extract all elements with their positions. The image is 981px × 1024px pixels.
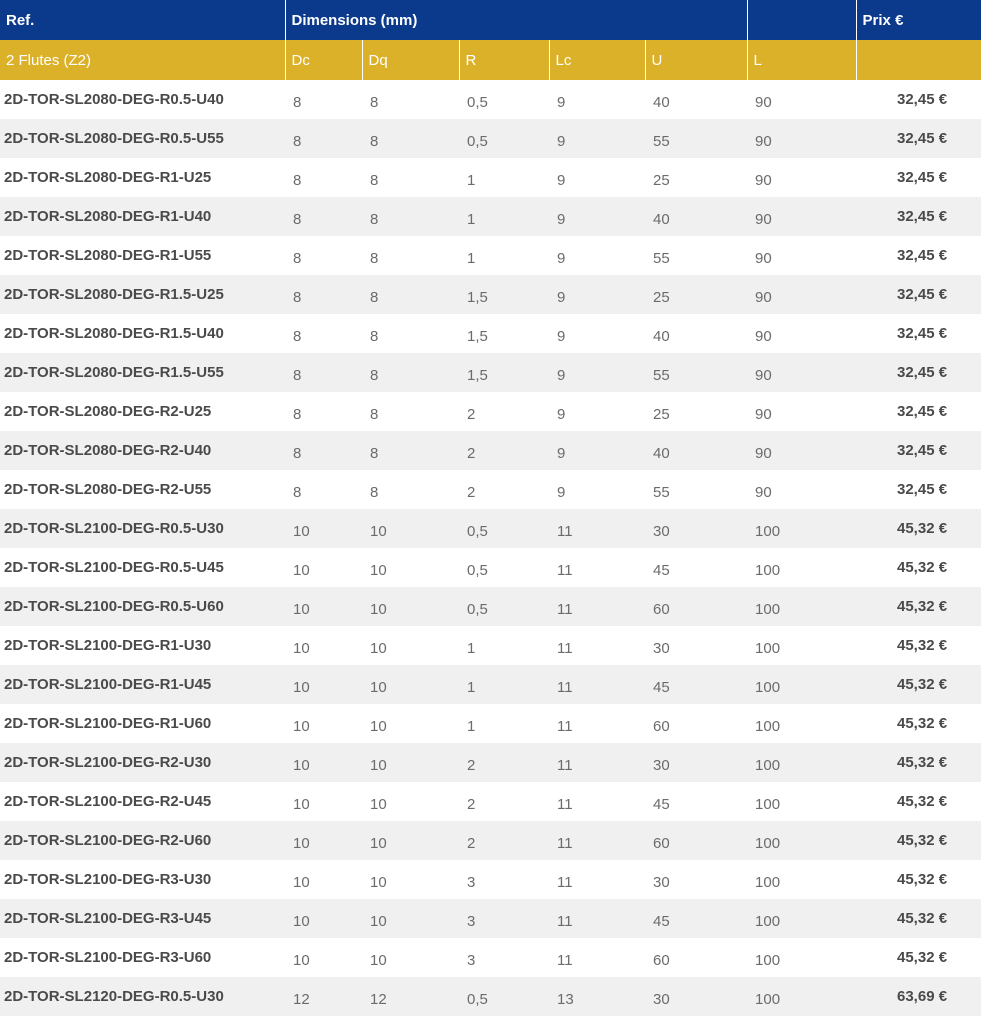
cell-dq: 10	[362, 665, 459, 704]
cell-l: 90	[747, 431, 856, 470]
cell-l: 90	[755, 94, 772, 111]
cell-dq: 10	[370, 718, 387, 735]
cell-l: 100	[747, 665, 856, 704]
cell-lc: 9	[549, 197, 645, 236]
cell-dq: 8	[362, 119, 459, 158]
cell-dc: 8	[285, 431, 362, 470]
cell-dq: 10	[362, 821, 459, 860]
cell-r: 0,5	[459, 977, 549, 1016]
table-row	[0, 626, 981, 665]
cell-u: 40	[653, 94, 670, 111]
subheader-lc: Lc	[549, 40, 645, 80]
subheader-u: U	[645, 40, 747, 80]
cell-u: 55	[653, 250, 670, 267]
cell-dq: 10	[362, 509, 459, 548]
table-row	[0, 119, 981, 158]
cell-lc: 11	[557, 874, 573, 891]
cell-lc: 11	[549, 743, 645, 782]
cell-dq: 8	[370, 172, 379, 189]
cell-u: 25	[645, 275, 747, 314]
cell-prix: 32,45 €	[856, 353, 981, 392]
table-row	[0, 197, 981, 236]
cell-prix: 45,32 €	[897, 793, 948, 810]
cell-ref: 2D-TOR-SL2100-DEG-R3-U30	[4, 871, 212, 888]
cell-prix: 32,45 €	[856, 275, 981, 314]
table-body	[0, 80, 981, 1016]
cell-dq: 10	[370, 796, 387, 813]
table-row	[0, 509, 981, 548]
cell-prix: 45,32 €	[856, 665, 981, 704]
cell-l: 90	[747, 275, 856, 314]
cell-ref: 2D-TOR-SL2080-DEG-R1-U55	[4, 247, 212, 264]
header-dimensions: Dimensions (mm)	[285, 0, 747, 40]
subheader-r: R	[459, 40, 549, 80]
cell-lc: 11	[549, 587, 645, 626]
table-row	[0, 704, 981, 743]
cell-prix: 32,45 €	[856, 119, 981, 158]
cell-u: 30	[653, 874, 670, 891]
cell-dq: 8	[362, 431, 459, 470]
cell-l: 100	[755, 718, 781, 735]
cell-prix: 32,45 €	[897, 481, 948, 498]
subheader-l: L	[747, 40, 856, 80]
cell-u: 30	[653, 640, 670, 657]
header-blank	[747, 0, 856, 40]
table-row	[0, 392, 981, 431]
table-row	[0, 860, 981, 899]
cell-u: 40	[653, 328, 670, 345]
cell-l: 100	[747, 743, 856, 782]
cell-l: 90	[747, 197, 856, 236]
cell-l: 100	[747, 977, 856, 1016]
cell-r: 3	[467, 874, 476, 891]
cell-l: 90	[755, 250, 772, 267]
cell-lc: 9	[549, 275, 645, 314]
cell-r: 2	[467, 796, 476, 813]
cell-ref: 2D-TOR-SL2100-DEG-R0.5-U60	[0, 587, 285, 626]
cell-r: 2	[467, 484, 476, 501]
table-row	[0, 353, 981, 392]
cell-dc: 12	[285, 977, 362, 1016]
cell-r: 1	[467, 250, 476, 267]
table-row	[0, 587, 981, 626]
cell-lc: 9	[557, 328, 566, 345]
cell-dc: 10	[285, 899, 362, 938]
cell-prix: 45,32 €	[856, 821, 981, 860]
cell-lc: 9	[557, 250, 566, 267]
cell-ref: 2D-TOR-SL2080-DEG-R2-U40	[0, 431, 285, 470]
cell-ref: 2D-TOR-SL2100-DEG-R2-U60	[0, 821, 285, 860]
cell-l: 90	[747, 119, 856, 158]
subheader-dc: Dc	[285, 40, 362, 80]
table-row	[0, 470, 981, 509]
cell-dq: 10	[362, 587, 459, 626]
cell-u: 55	[653, 484, 670, 501]
cell-ref: 2D-TOR-SL2080-DEG-R1.5-U40	[4, 325, 224, 342]
cell-prix: 45,32 €	[897, 949, 948, 966]
cell-l: 100	[755, 640, 781, 657]
cell-ref: 2D-TOR-SL2100-DEG-R2-U45	[4, 793, 212, 810]
cell-l: 90	[747, 353, 856, 392]
cell-u: 40	[645, 197, 747, 236]
cell-ref: 2D-TOR-SL2100-DEG-R0.5-U30	[0, 509, 285, 548]
cell-dc: 10	[293, 718, 310, 735]
table-row	[0, 938, 981, 977]
cell-l: 90	[755, 406, 772, 423]
cell-r: 1	[467, 172, 476, 189]
cell-dq: 12	[362, 977, 459, 1016]
cell-dq: 8	[370, 94, 379, 111]
cell-ref: 2D-TOR-SL2100-DEG-R3-U45	[0, 899, 285, 938]
cell-dc: 8	[285, 353, 362, 392]
cell-prix: 32,45 €	[897, 169, 948, 186]
cell-ref: 2D-TOR-SL2080-DEG-R2-U25	[4, 403, 212, 420]
cell-r: 2	[467, 406, 476, 423]
cell-l: 100	[755, 796, 781, 813]
cell-lc: 9	[557, 406, 566, 423]
cell-r: 1	[459, 665, 549, 704]
cell-dc: 10	[285, 587, 362, 626]
cell-u: 25	[653, 172, 670, 189]
table-row	[0, 665, 981, 704]
cell-u: 45	[653, 562, 670, 579]
cell-r: 3	[467, 952, 476, 969]
cell-u: 60	[645, 821, 747, 860]
cell-prix: 32,45 €	[897, 247, 948, 264]
cell-u: 30	[645, 743, 747, 782]
cell-ref: 2D-TOR-SL2100-DEG-R2-U30	[0, 743, 285, 782]
cell-r: 3	[459, 899, 549, 938]
cell-prix: 63,69 €	[856, 977, 981, 1016]
cell-ref: 2D-TOR-SL2100-DEG-R1-U30	[4, 637, 212, 654]
cell-u: 55	[645, 119, 747, 158]
cell-prix: 45,32 €	[897, 715, 948, 732]
table-row	[0, 431, 981, 470]
subheader-prix	[856, 40, 981, 80]
table-row	[0, 275, 981, 314]
cell-ref: 2D-TOR-SL2100-DEG-R3-U60	[4, 949, 212, 966]
cell-dq: 8	[370, 406, 379, 423]
cell-prix: 45,32 €	[897, 871, 948, 888]
cell-dc: 10	[285, 665, 362, 704]
cell-u: 60	[645, 587, 747, 626]
cell-r: 1	[459, 197, 549, 236]
cell-l: 100	[755, 874, 781, 891]
cell-lc: 11	[549, 509, 645, 548]
cell-dq: 10	[370, 952, 387, 969]
cell-u: 60	[653, 718, 670, 735]
cell-lc: 9	[557, 484, 566, 501]
table-row	[0, 782, 981, 821]
cell-dq: 8	[370, 484, 379, 501]
header-prix: Prix €	[856, 0, 981, 40]
cell-dc: 8	[293, 406, 302, 423]
cell-r: 1,5	[459, 353, 549, 392]
cell-r: 0,5	[459, 587, 549, 626]
table-row	[0, 977, 981, 1016]
cell-dq: 10	[370, 874, 387, 891]
cell-prix: 45,32 €	[897, 637, 948, 654]
cell-prix: 32,45 €	[856, 431, 981, 470]
table-row	[0, 236, 981, 275]
table-row	[0, 158, 981, 197]
cell-lc: 9	[557, 172, 566, 189]
cell-r: 0,5	[467, 562, 488, 579]
cell-ref: 2D-TOR-SL2080-DEG-R0.5-U40	[4, 91, 224, 108]
cell-dc: 8	[293, 484, 302, 501]
cell-u: 30	[645, 509, 747, 548]
cell-ref: 2D-TOR-SL2100-DEG-R1-U45	[0, 665, 285, 704]
cell-dc: 10	[285, 743, 362, 782]
table-row	[0, 821, 981, 860]
cell-ref: 2D-TOR-SL2100-DEG-R1-U60	[4, 715, 212, 732]
cell-r: 1,5	[467, 328, 488, 345]
header-ref: Ref.	[0, 0, 285, 40]
cell-prix: 45,32 €	[897, 559, 948, 576]
cell-dq: 8	[370, 328, 379, 345]
cell-u: 55	[645, 353, 747, 392]
cell-l: 100	[755, 952, 781, 969]
cell-r: 1	[467, 718, 476, 735]
cell-prix: 45,32 €	[856, 899, 981, 938]
cell-dq: 8	[370, 250, 379, 267]
cell-lc: 9	[557, 94, 566, 111]
cell-ref: 2D-TOR-SL2080-DEG-R0.5-U55	[0, 119, 285, 158]
cell-dc: 8	[293, 172, 302, 189]
cell-prix: 32,45 €	[897, 91, 948, 108]
cell-r: 0,5	[459, 119, 549, 158]
cell-dq: 10	[370, 562, 387, 579]
cell-dc: 8	[293, 250, 302, 267]
cell-prix: 32,45 €	[856, 197, 981, 236]
cell-dc: 10	[293, 562, 310, 579]
cell-dq: 10	[362, 743, 459, 782]
cell-dc: 8	[293, 328, 302, 345]
cell-prix: 45,32 €	[856, 587, 981, 626]
cell-lc: 9	[549, 431, 645, 470]
table-row	[0, 743, 981, 782]
cell-dc: 10	[293, 796, 310, 813]
cell-dc: 8	[285, 275, 362, 314]
cell-l: 90	[755, 328, 772, 345]
cell-ref: 2D-TOR-SL2100-DEG-R0.5-U45	[4, 559, 224, 576]
cell-u: 45	[653, 796, 670, 813]
subheader-dq: Dq	[362, 40, 459, 80]
cell-ref: 2D-TOR-SL2080-DEG-R2-U55	[4, 481, 212, 498]
cell-dc: 8	[285, 197, 362, 236]
subheader-group: 2 Flutes (Z2)	[0, 40, 285, 80]
cell-r: 1	[467, 640, 476, 657]
cell-r: 2	[459, 431, 549, 470]
cell-dc: 8	[285, 119, 362, 158]
cell-lc: 11	[557, 952, 573, 969]
cell-lc: 11	[549, 665, 645, 704]
cell-u: 45	[645, 665, 747, 704]
cell-l: 100	[747, 821, 856, 860]
cell-ref: 2D-TOR-SL2120-DEG-R0.5-U30	[0, 977, 285, 1016]
cell-dc: 10	[285, 821, 362, 860]
cell-dq: 8	[362, 353, 459, 392]
table-row	[0, 80, 981, 119]
cell-l: 100	[747, 899, 856, 938]
cell-u: 45	[645, 899, 747, 938]
cell-l: 90	[755, 172, 772, 189]
cell-u: 30	[645, 977, 747, 1016]
cell-dc: 10	[293, 952, 310, 969]
cell-prix: 45,32 €	[856, 743, 981, 782]
cell-u: 25	[653, 406, 670, 423]
cell-lc: 11	[549, 821, 645, 860]
cell-dc: 10	[293, 874, 310, 891]
cell-u: 60	[653, 952, 670, 969]
cell-lc: 13	[549, 977, 645, 1016]
cell-prix: 32,45 €	[897, 325, 948, 342]
cell-r: 0,5	[467, 94, 488, 111]
cell-l: 90	[755, 484, 772, 501]
cell-lc: 9	[549, 119, 645, 158]
cell-ref: 2D-TOR-SL2080-DEG-R1-U40	[0, 197, 285, 236]
cell-dc: 10	[285, 509, 362, 548]
cell-dc: 10	[293, 640, 310, 657]
cell-lc: 11	[557, 796, 573, 813]
cell-r: 1,5	[459, 275, 549, 314]
cell-lc: 11	[557, 562, 573, 579]
table-row	[0, 899, 981, 938]
cell-dq: 8	[362, 275, 459, 314]
cell-prix: 45,32 €	[856, 509, 981, 548]
table-row	[0, 548, 981, 587]
cell-dq: 10	[370, 640, 387, 657]
cell-lc: 11	[549, 899, 645, 938]
cell-r: 0,5	[459, 509, 549, 548]
cell-dq: 8	[362, 197, 459, 236]
header-row	[0, 0, 981, 40]
cell-lc: 11	[557, 718, 573, 735]
cell-ref: 2D-TOR-SL2080-DEG-R1.5-U25	[0, 275, 285, 314]
cell-l: 100	[755, 562, 781, 579]
cell-r: 2	[459, 743, 549, 782]
cell-r: 2	[459, 821, 549, 860]
cell-lc: 11	[557, 640, 573, 657]
cell-ref: 2D-TOR-SL2080-DEG-R1-U25	[4, 169, 212, 186]
cell-l: 100	[747, 509, 856, 548]
cell-prix: 32,45 €	[897, 403, 948, 420]
subheader-row	[0, 40, 981, 80]
cell-dq: 10	[362, 899, 459, 938]
cell-dc: 8	[293, 94, 302, 111]
table-row	[0, 314, 981, 353]
cell-ref: 2D-TOR-SL2080-DEG-R1.5-U55	[0, 353, 285, 392]
cell-l: 100	[747, 587, 856, 626]
cell-lc: 9	[549, 353, 645, 392]
cell-u: 40	[645, 431, 747, 470]
